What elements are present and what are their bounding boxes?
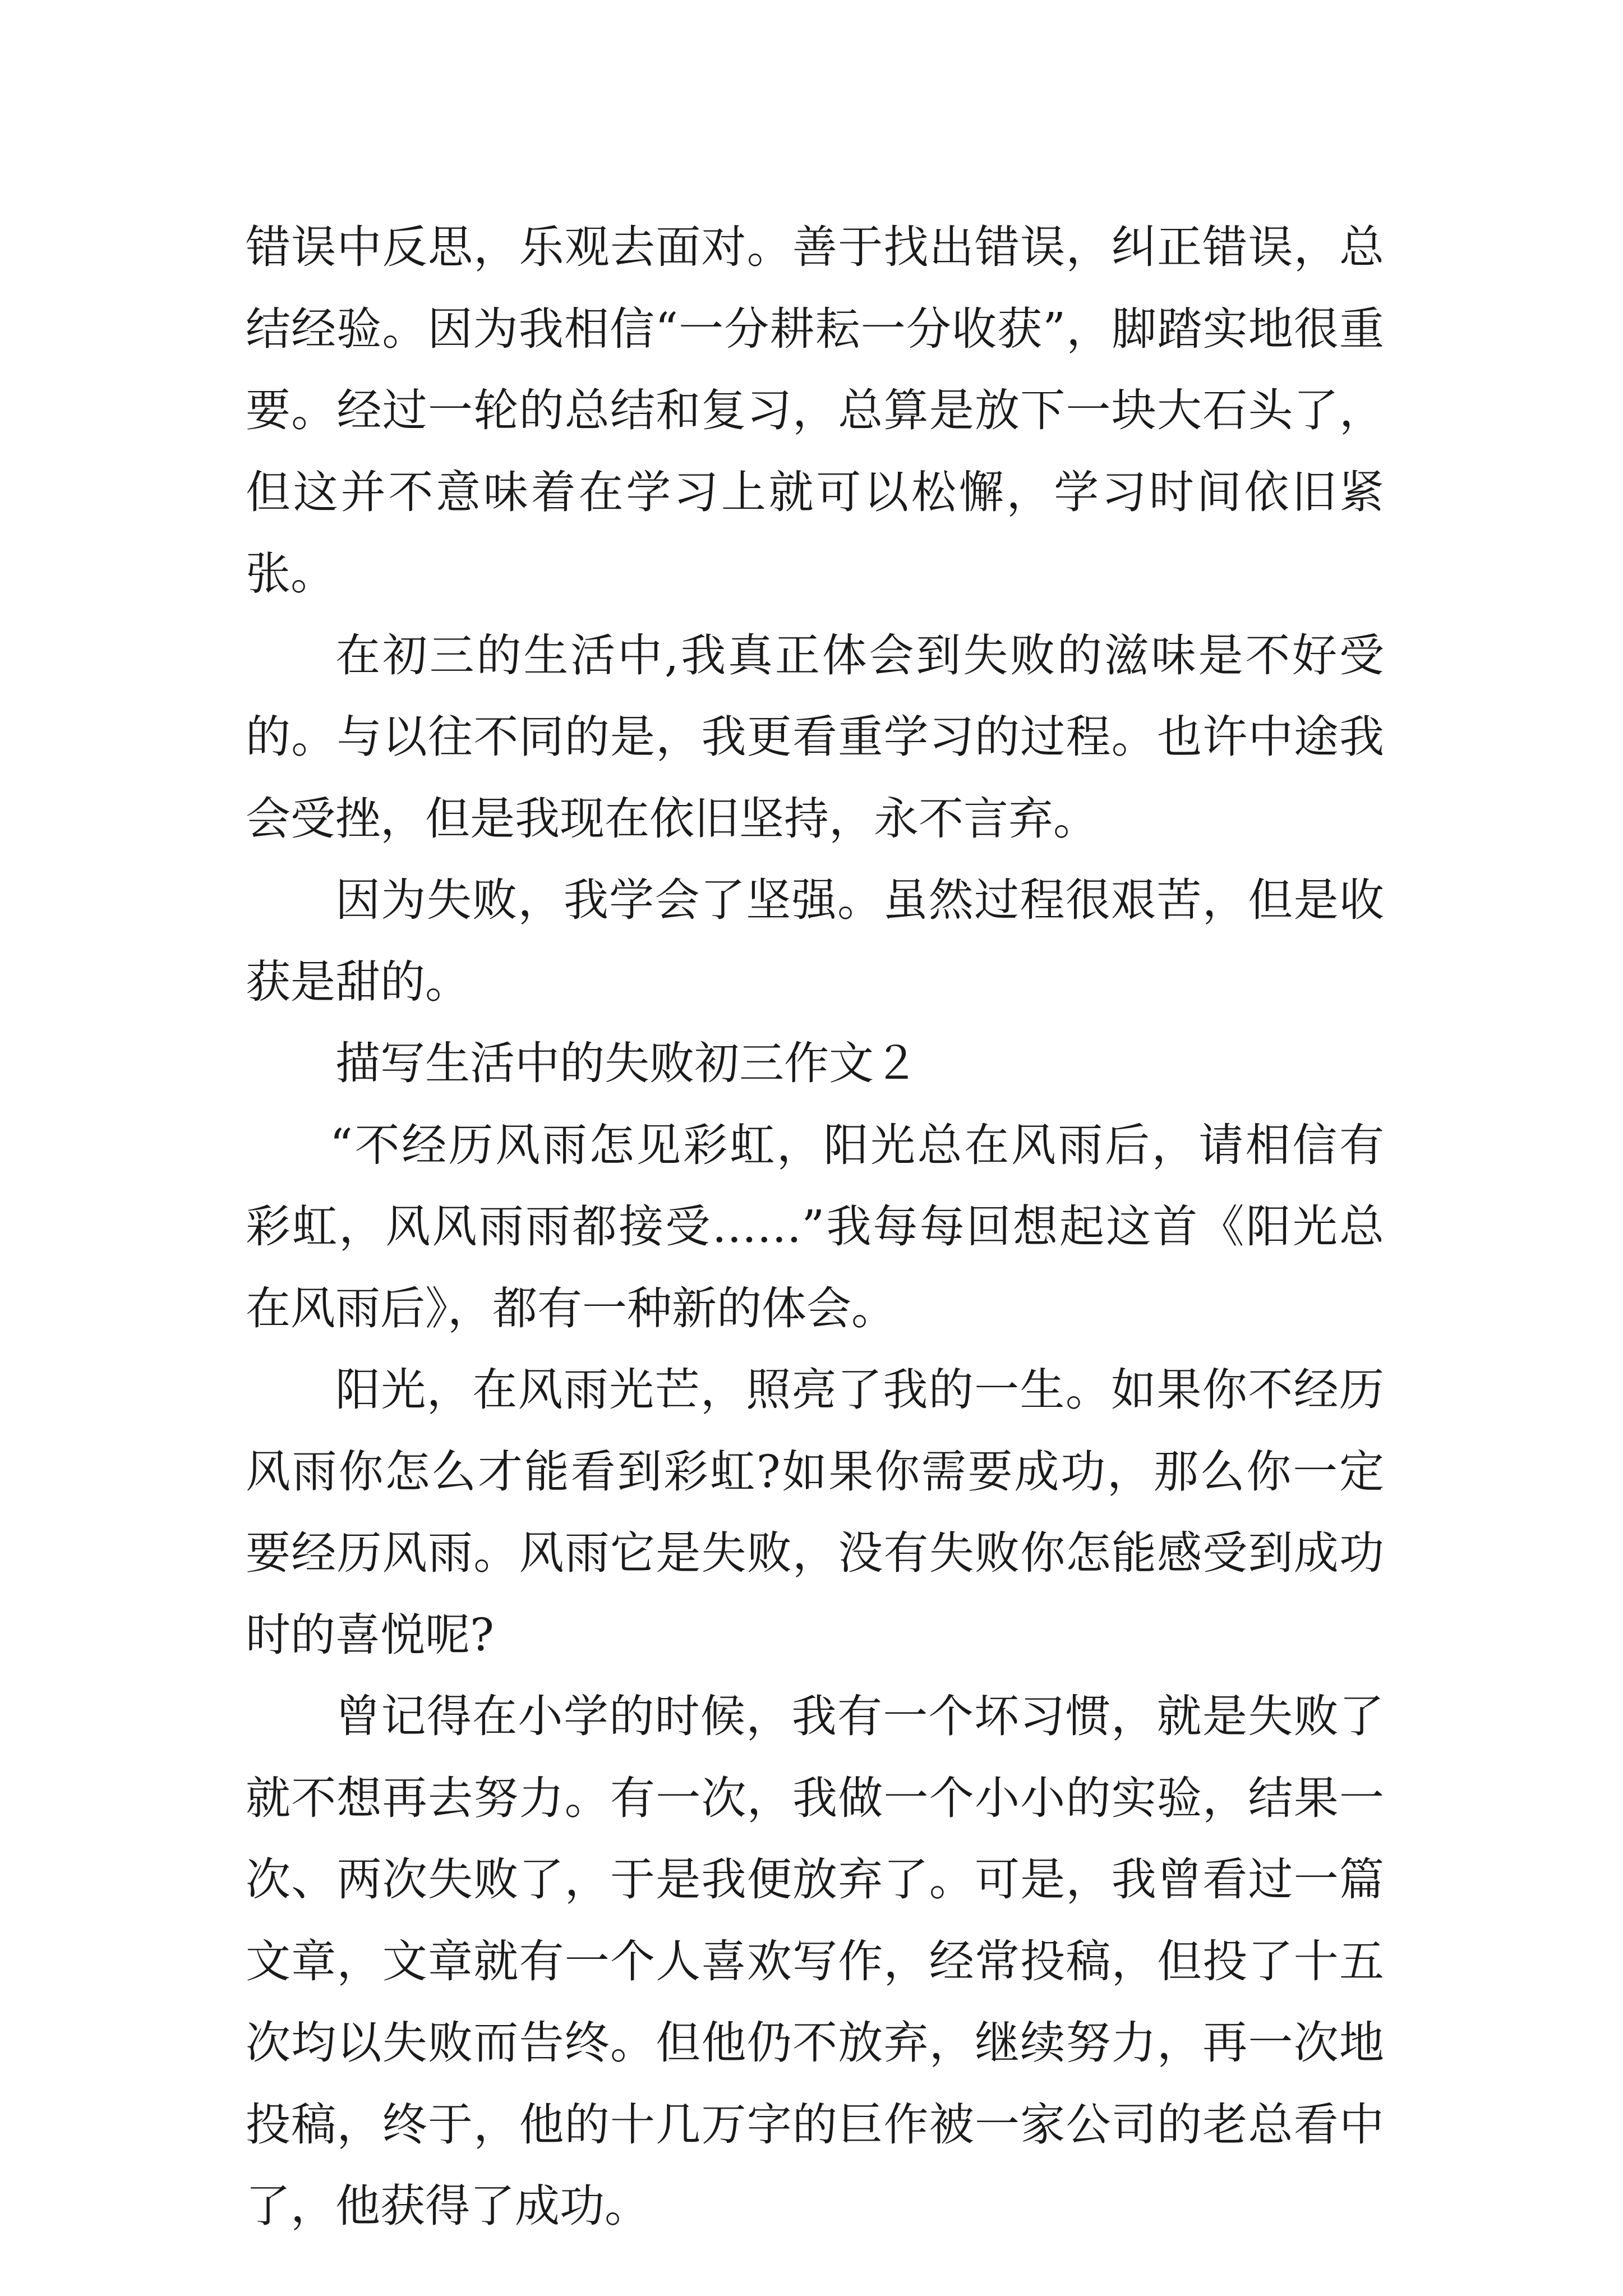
paragraph-learned-strength: 因为失败，我学会了坚强。虽然过程很艰苦，但是收获是甜的。 xyxy=(246,874,1384,1008)
document-body xyxy=(246,206,1384,2247)
paragraph-song-quote: “不经历风雨怎见彩虹，阳光总在风雨后，请相信有彩虹，风风雨雨都接受……”我每每回想起这首《阳光总在风雨后》，都有一种新的体会。 xyxy=(246,1119,1384,1335)
paragraph-failure-taste: 在初三的生活中,我真正体会到失败的滋味是不好受的。与以往不同的是，我更看重学习的过程。也许中途我会受挫，但是我现在依旧坚持，永不言弃。 xyxy=(246,629,1384,845)
paragraph-sunshine: 阳光，在风雨光芒，照亮了我的一生。如果你不经历风雨你怎么才能看到彩虹?如果你需要成功，那么你一定要经历风雨。风雨它是失败，没有失败你怎能感受到成功时的喜悦呢? xyxy=(246,1364,1384,1661)
essay-title: 描写生活中的失败初三作文２ xyxy=(335,1037,919,1089)
paragraph-memory: 曾记得在小学的时候，我有一个坏习惯，就是失败了就不想再去努力。有一次，我做一个小小的实验，结果一次、两次失败了，于是我便放弃了。可是，我曾看过一篇文章，文章就有一个人喜欢写作，经常投稿，但投了十五次均以失败而告终。但他仍不放弃，继续努力，再一次地投稿，终于，他的十几万字的巨作被一家公司的老总看中了，他获得了成功。 xyxy=(246,1690,1384,2232)
paragraph-continuation: 错误中反思，乐观去面对。善于找出错误，纠正错误，总结经验。因为我相信“一分耕耘一分收获”，脚踏实地很重要。经过一轮的总结和复习，总算是放下一块大石头了，但这并不意味着在学习上就可以松懈，学习时间依旧紧张。 xyxy=(246,221,1384,600)
